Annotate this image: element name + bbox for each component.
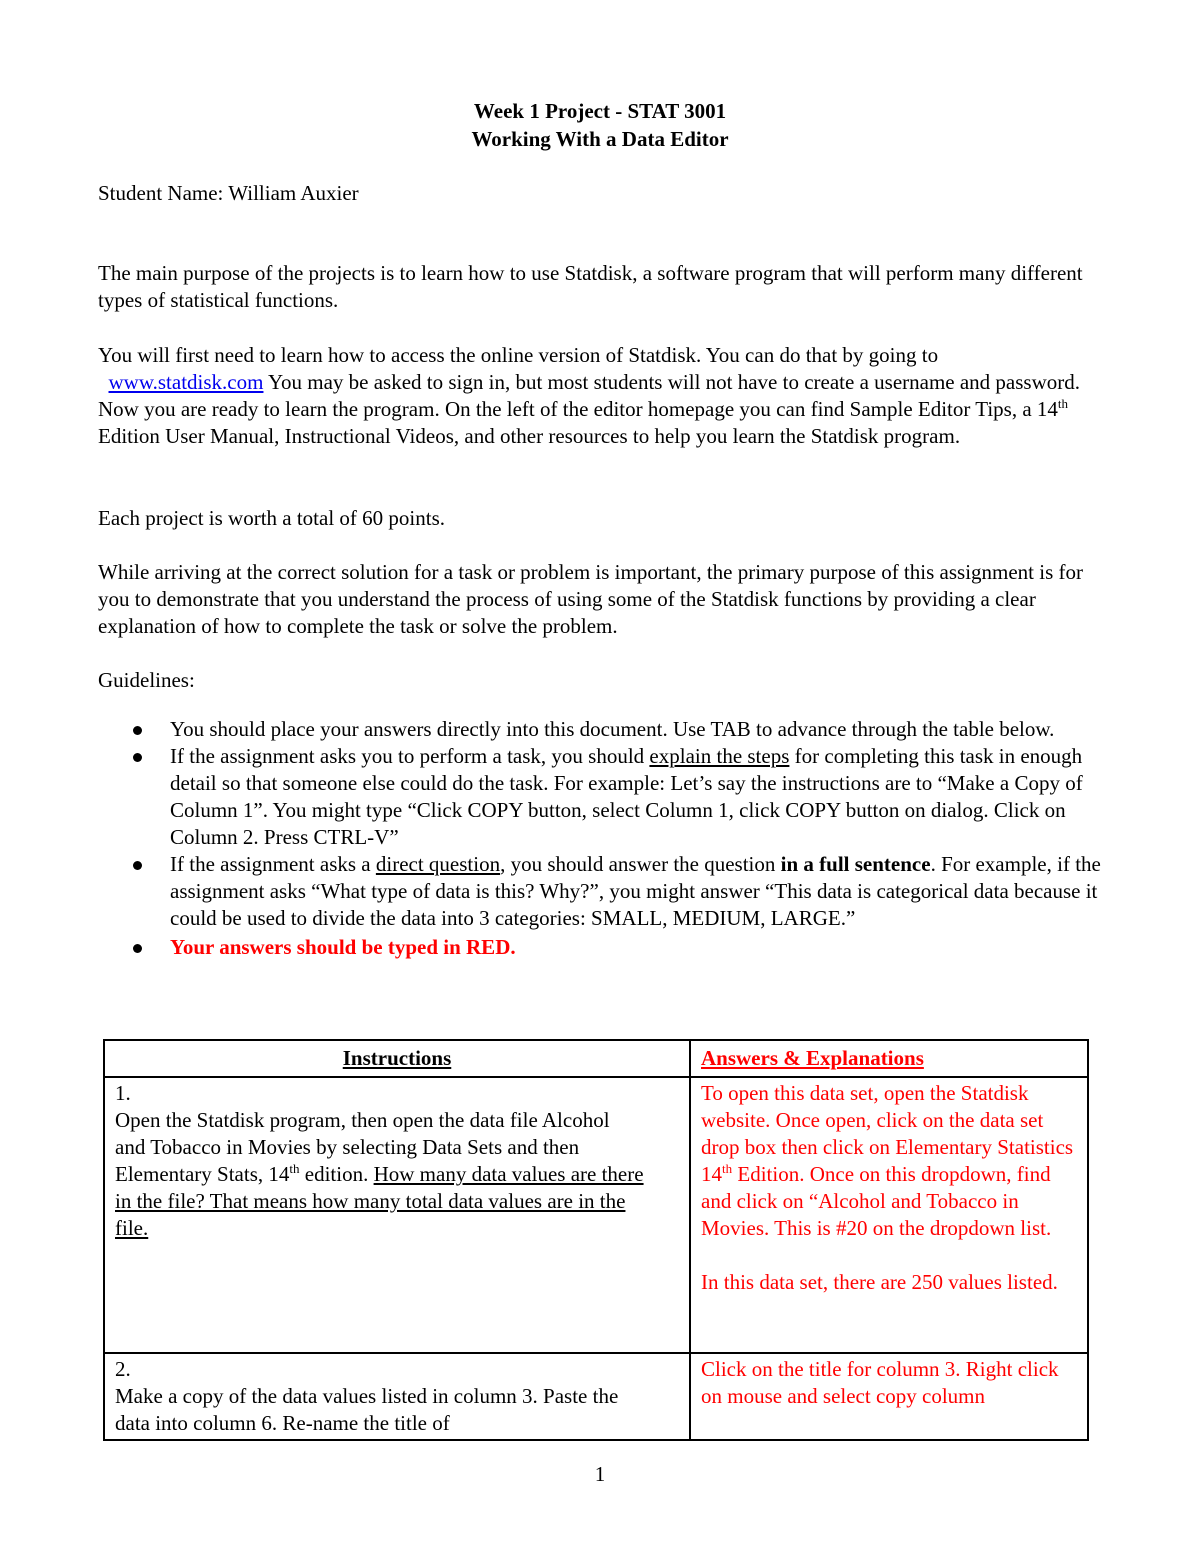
row-1-instructions bbox=[104, 1077, 690, 1353]
row-1-instr-a: Open the Statdisk program, then open the data file Alcohol and Tobacco in Movies by selecting Data Sets and then Elementary Stats, 14 bbox=[115, 1108, 610, 1186]
p2-sup: th bbox=[1057, 396, 1069, 411]
row-1-answer-para-2: In this data set, there are 250 values listed. bbox=[701, 1270, 1058, 1294]
table-row bbox=[104, 1077, 1088, 1353]
guideline-3-text-c: . For example, if the assignment asks “What type of data is this? Why?”, you might answer “This data is categorical data because it could be used to divide the data into 3 categories: SMALL, MEDIUM, LARGE.” bbox=[170, 852, 1101, 930]
guideline-1 bbox=[98, 716, 1108, 743]
bullet-icon bbox=[133, 726, 142, 735]
instructions-table bbox=[103, 1039, 1089, 1441]
row-1-ans-sup: th bbox=[722, 1161, 733, 1176]
page-number: 1 bbox=[594, 1462, 606, 1486]
guideline-3-bold: in a full sentence bbox=[780, 852, 931, 876]
student-name: Student Name: William Auxier bbox=[98, 181, 359, 205]
row-1-instr-b: edition. bbox=[299, 1162, 374, 1186]
table-row bbox=[104, 1353, 1088, 1440]
row-1-ans-a: To open this data set, open the Statdisk website. Once open, click on the data set drop box then click on Elementary Statistics 14 bbox=[701, 1081, 1074, 1186]
guideline-2-text-b: for completing this task in enough detail so that someone else could do the task. For example: Let’s say the instructions are to “Make a Copy of Column 1”. You might type “Click COPY button, select Column 1, click COPY button on dialog. Click on Column 2. Press CTRL-V” bbox=[170, 744, 1083, 849]
row-2-answer[interactable]: Click on the title for column 3. Right click on mouse and select copy column bbox=[690, 1353, 1088, 1440]
p2-text-a: You will first need to learn how to access the online version of Statdisk. You can do that by going to bbox=[98, 343, 939, 367]
p2-text-b: You may be asked to sign in, but most students will not have to create a username and password. Now you are ready to learn the program. On the left of the editor homepage you can find Sample Editor Tips, a 14 bbox=[98, 370, 1080, 421]
guideline-1-text: You should place your answers directly into this document. Use TAB to advance through the table below. bbox=[170, 717, 1055, 741]
title-line-1: Week 1 Project - STAT 3001 bbox=[473, 99, 727, 123]
header-answers-text: Answers & Explanations bbox=[701, 1046, 924, 1070]
bullet-icon bbox=[133, 753, 142, 762]
guidelines-list bbox=[98, 716, 1108, 961]
row-1-instruction-text bbox=[115, 1107, 645, 1242]
row-2-number: 2. bbox=[115, 1357, 131, 1381]
row-1-number: 1. bbox=[115, 1081, 131, 1105]
guidelines-label: Guidelines: bbox=[98, 668, 195, 692]
intro-paragraph-2 bbox=[98, 342, 1108, 450]
statdisk-link[interactable]: www.statdisk.com bbox=[108, 370, 264, 394]
table-header-row bbox=[104, 1040, 1088, 1077]
header-instructions bbox=[104, 1040, 690, 1077]
header-answers bbox=[690, 1040, 1088, 1077]
row-1-answer-para-1 bbox=[701, 1080, 1077, 1242]
row-2-instruction-text: Make a copy of the data values listed in column 3. Paste the data into column 6. Re-name the title of bbox=[115, 1384, 619, 1435]
intro-paragraph-1: The main purpose of the projects is to learn how to use Statdisk, a software program that will perform many different types of statistical functions. bbox=[98, 261, 1083, 312]
guideline-3-text-b: , you should answer the question bbox=[500, 852, 781, 876]
guideline-2 bbox=[98, 743, 1108, 851]
header-instructions-text: Instructions bbox=[342, 1046, 452, 1070]
guideline-3-text-a: If the assignment asks a bbox=[170, 852, 376, 876]
document-title bbox=[0, 97, 1200, 153]
bullet-icon bbox=[133, 944, 142, 953]
guideline-4 bbox=[98, 934, 1108, 961]
guideline-2-underline: explain the steps bbox=[649, 744, 790, 768]
row-1-ans-b: Edition. Once on this dropdown, find and click on “Alcohol and Tobacco in Movies. This is #20 on the dropdown list. bbox=[701, 1162, 1052, 1240]
intro-paragraph-3: Each project is worth a total of 60 points. bbox=[98, 506, 446, 530]
row-1-instr-question: How many data values are there in the file? That means how many total data values are in the file. bbox=[115, 1162, 644, 1240]
title-line-2: Working With a Data Editor bbox=[471, 127, 729, 151]
row-1-answer[interactable] bbox=[690, 1077, 1088, 1353]
guideline-3 bbox=[98, 851, 1108, 932]
intro-paragraph-4: While arriving at the correct solution for a task or problem is important, the primary purpose of this assignment is for you to demonstrate that you understand the process of using some of the Statdisk functions by providing a clear explanation of how to complete the task or solve the problem. bbox=[98, 560, 1084, 638]
row-1-instr-sup: th bbox=[289, 1161, 300, 1176]
guideline-4-text: Your answers should be typed in RED. bbox=[170, 935, 516, 959]
guideline-2-text-a: If the assignment asks you to perform a task, you should bbox=[170, 744, 650, 768]
p2-text-c: Edition User Manual, Instructional Videos, and other resources to help you learn the Statdisk program. bbox=[98, 424, 961, 448]
bullet-icon bbox=[133, 861, 142, 870]
row-2-instructions bbox=[104, 1353, 690, 1440]
guideline-3-underline: direct question bbox=[375, 852, 501, 876]
